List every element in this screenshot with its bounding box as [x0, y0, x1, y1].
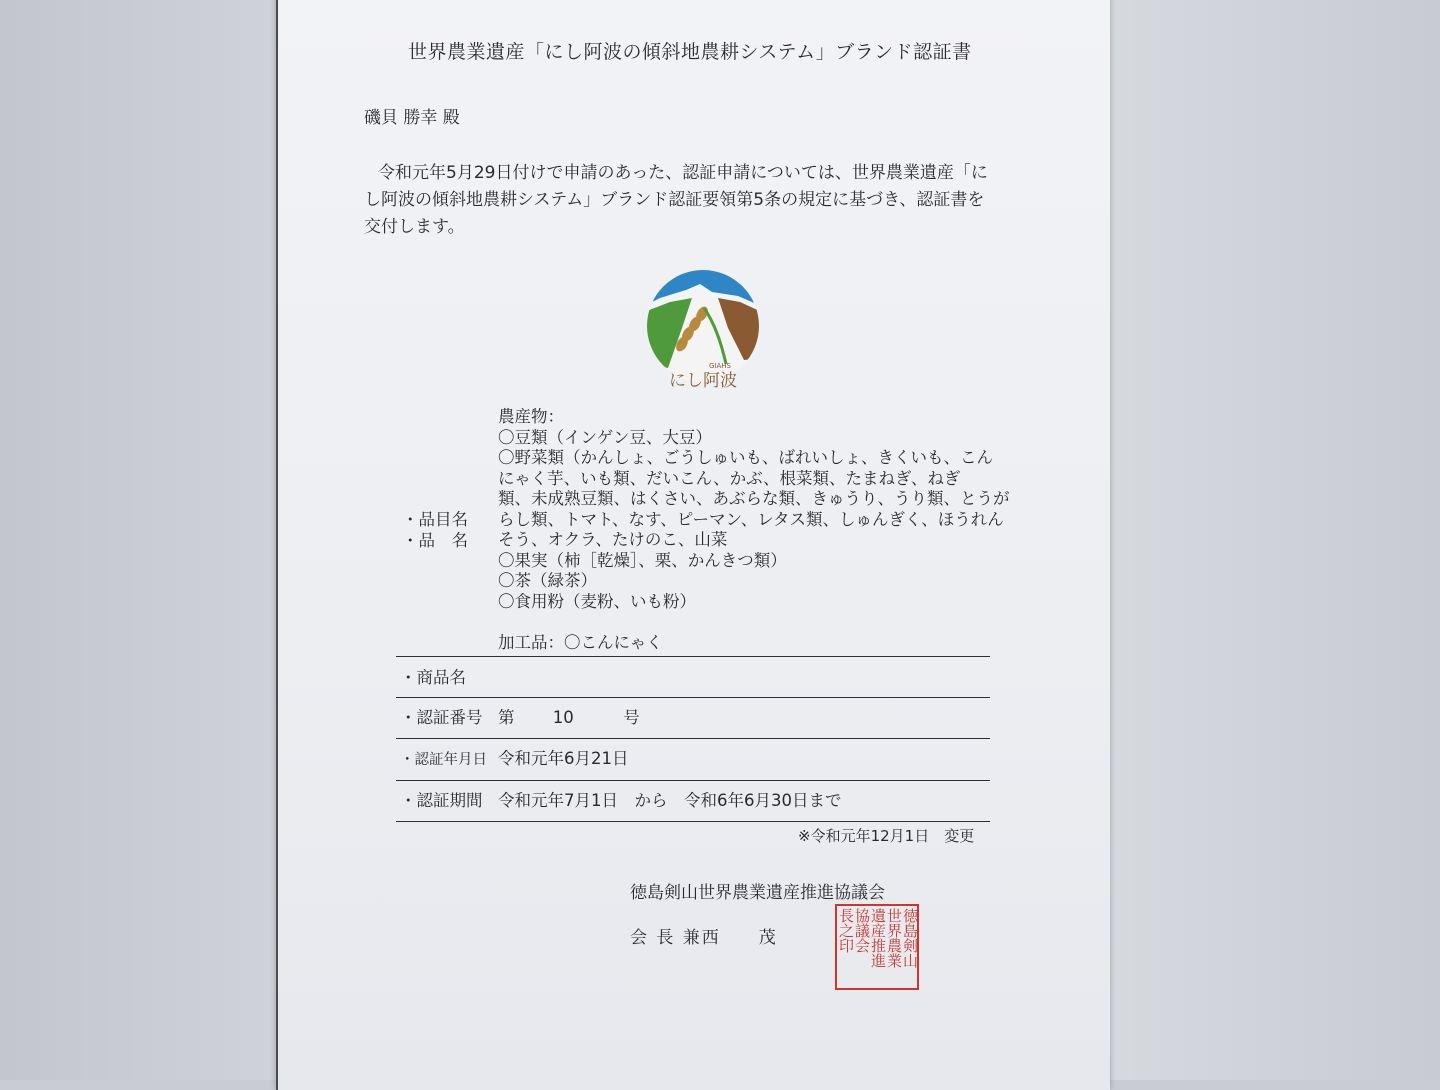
divider: [396, 697, 990, 698]
addressee: 磯貝 勝幸 殿: [364, 108, 460, 128]
items-list: [498, 407, 1010, 612]
list-item: にゃく芋、いも類、だいこん、かぶ、根菜類、たまねぎ、ねぎ: [498, 468, 961, 488]
seal-column: 長之印: [837, 908, 855, 953]
change-note: ※令和元年12月1日 変更: [798, 827, 975, 845]
body-line: 令和元年5月29日付けで申請のあった、認証申請については、世界農業遺産「に: [378, 163, 988, 183]
cert-number-label: ・認証番号: [400, 708, 483, 727]
body-paragraph: [364, 160, 1024, 241]
cert-period-label: ・認証期間: [400, 791, 483, 810]
certificate-paper: [276, 0, 1110, 1090]
list-item: 〇茶（緑茶）: [498, 571, 597, 590]
item-label-hinmokumei: ・品目名: [402, 510, 468, 529]
list-item: 〇野菜類（かんしょ、ごうしゅいも、ばれいしょ、きくいも、こん: [498, 448, 993, 467]
cert-number-value: 第 10 号: [498, 708, 640, 727]
chairman-name: 会 長 兼西 茂: [630, 928, 778, 948]
product-name-label: ・商品名: [400, 668, 466, 687]
cert-date-label: ・認証年月日: [400, 752, 487, 768]
seal-column: 世界農業: [885, 908, 903, 968]
body-line: し阿波の傾斜地農耕システム」ブランド認証要領第5条の規定に基づき、認証書を: [364, 190, 985, 210]
body-line: 交付します。: [364, 217, 465, 237]
cert-date-value: 令和元年6月21日: [498, 749, 629, 768]
background-left: [0, 0, 280, 1080]
list-item: そう、オクラ、たけのこ、山菜: [498, 530, 728, 549]
list-item: 類、未成熟豆類、はくさい、あぶらな類、きゅうり、うり類、とうが: [498, 489, 1010, 508]
list-item: 農産物：: [498, 407, 564, 426]
list-item: 〇食用粉（麦粉、いも粉）: [498, 591, 696, 611]
seal-column: 徳島剣山: [901, 908, 919, 968]
logo-text: にし阿波: [669, 371, 737, 391]
divider: [396, 738, 990, 739]
background-right: [1100, 0, 1440, 1080]
divider: [396, 656, 990, 657]
organization-name: 徳島剣山世界農業遺産推進協議会: [630, 883, 885, 903]
official-seal: [835, 904, 919, 990]
item-label-hinmei: ・品 名: [402, 531, 468, 550]
processed-goods: 加工品：〇こんにゃく: [498, 633, 663, 652]
logo-subtext: GIAHS: [709, 362, 731, 370]
nishi-awa-logo: [640, 268, 766, 394]
divider: [396, 821, 990, 822]
certificate-title: 世界農業遺産「にし阿波の傾斜地農耕システム」ブランド認証書: [408, 41, 972, 63]
seal-column: 協議会: [853, 908, 871, 953]
cert-period-value: 令和元年7月1日 から 令和6年6月30日まで: [498, 791, 842, 810]
seal-column: 遺産推進: [869, 908, 887, 968]
list-item: らし類、トマト、なす、ピーマン、レタス類、しゅんぎく、ほうれん: [498, 509, 1004, 529]
list-item: 〇果実（柿［乾燥］、栗、かんきつ類）: [498, 550, 787, 570]
divider: [396, 780, 990, 781]
list-item: 〇豆類（インゲン豆、大豆）: [498, 427, 712, 447]
